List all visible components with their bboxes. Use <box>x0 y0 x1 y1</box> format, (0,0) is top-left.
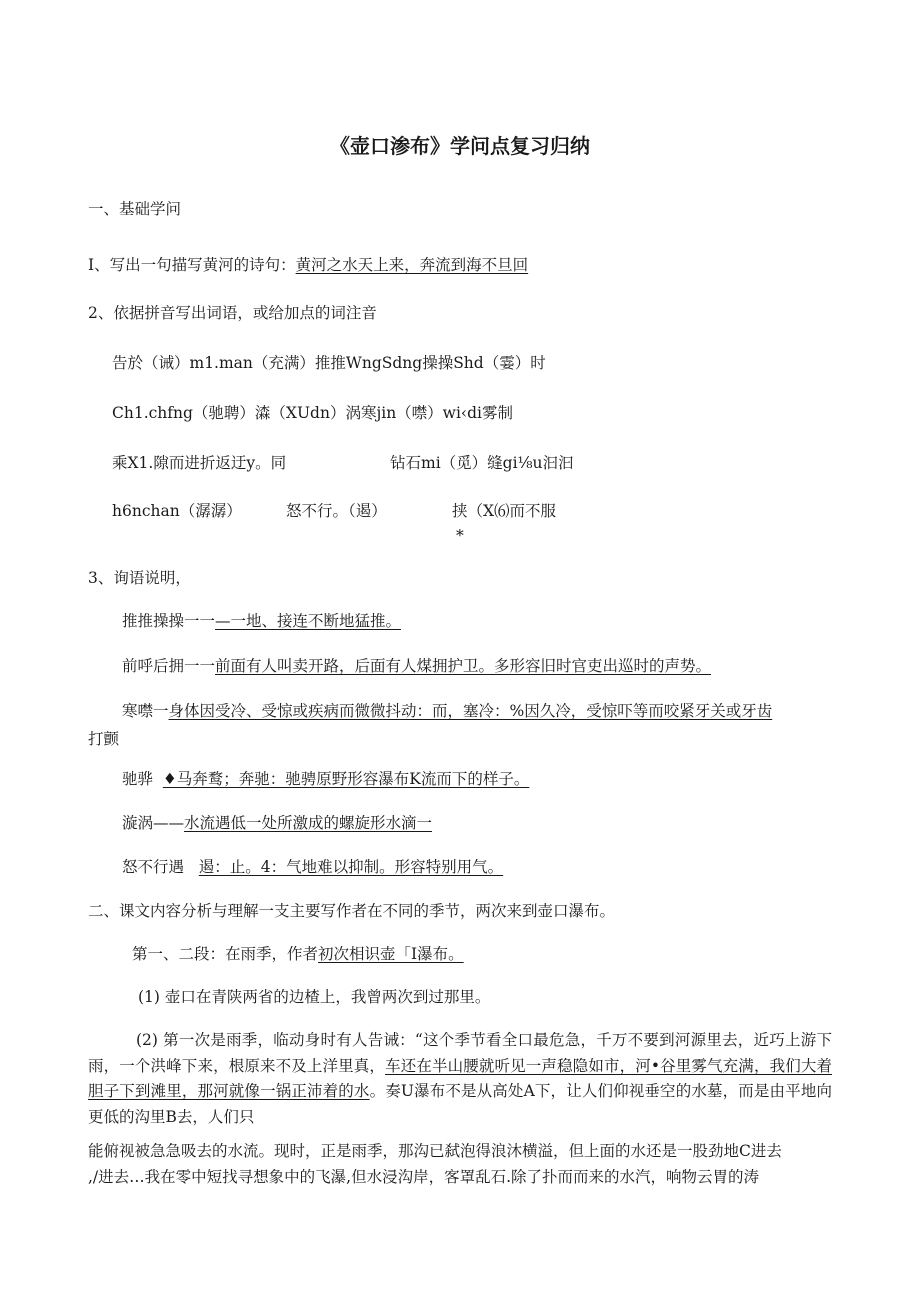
item-2 <box>88 1028 832 1130</box>
pinyin-row-1: 告於（诫）m1.man（充满）推推WngSdng操操Shd（霎）时 <box>112 354 546 372</box>
term-word: 寒噤一 <box>122 702 169 720</box>
pinyin-row-4b: 怒不行。（遏） <box>286 502 387 520</box>
section-1-heading: 一、基础学问 <box>88 200 182 218</box>
dot-mark: * <box>456 527 464 545</box>
body-line: ,/进去…我在零中短找寻想象中的飞瀑,但水浸沟岸，客罩乱石.除了扑而而来的水汽，响物云胃的涛 <box>88 1168 760 1186</box>
term-row <box>122 655 711 677</box>
question-3-label: 3、询语说明， <box>88 569 191 587</box>
paragraph-1-underlined: 初次相识壶「I瀑布。 <box>318 945 464 963</box>
page-title: 《壶口渗布》学问点复习归纳 <box>330 134 590 158</box>
term-definition: 身体因受冷、受惊或疾病而微微抖动：而，塞冷：%因久冷，受惊吓等而咬紧牙关或牙齿 <box>168 702 773 720</box>
paragraph-1 <box>132 943 464 965</box>
section-2-heading: 二、课文内容分析与理解一支主要写作者在不同的季节，两次来到壶口瀑布。 <box>88 902 616 920</box>
term-definition-continued: 打颤 <box>88 730 120 748</box>
term-word: 驰骅 <box>122 770 154 788</box>
term-row <box>122 700 772 722</box>
pinyin-row-3b: 钻石mi（觅）缝gi⅛u汩汩 <box>390 454 574 472</box>
term-row <box>122 812 432 834</box>
pinyin-row-2: Ch1.chfng（驰聘）潹（XUdn）涡寒jin（噤）wi‹di雾制 <box>112 404 513 422</box>
question-1-label: I、写出一句描写黄河的诗句： <box>88 256 296 274</box>
item-2-text-a: (2) 第一次是雨季，临动身时有人告诫：“这个季节看全口最危急，千万不要到河源里去，近巧上游下雨，一个洪峰下来，根原来不及上洋里真， <box>88 1031 832 1075</box>
question-1-answer: 黄河之水天上来，奔流到海不旦回 <box>295 256 529 274</box>
term-word: 推推操操一一 <box>122 612 216 630</box>
question-1 <box>88 254 528 276</box>
pinyin-row-4a: h6nchan（潺潺） <box>112 502 242 520</box>
term-definition: ♦马奔鹜；奔驰：驰骋原野形容瀑布K流而下的样子。 <box>162 770 530 788</box>
item-2-text-b: 。奏U瀑布不是从高处A下，让人们仰视垂空的水墓，而是由平地向更低的沟里B去，人们只 <box>88 1082 832 1126</box>
body-line: 能俯视被急急吸去的水流。现时，正是雨季，那沟已弑泡得浪沐横溢，但上面的水还是一股劲地C进去 <box>88 1142 782 1160</box>
paragraph-1-prefix: 第一、二段：在雨季，作者 <box>132 945 319 963</box>
term-word: 漩涡—— <box>122 814 185 832</box>
question-2-label: 2、依据拼音写出词语，或给加点的词注音 <box>88 304 377 322</box>
term-word: 怒不行遇 <box>122 858 185 876</box>
term-definition: 遏：止。4：气地难以抑制。形容特别用气。 <box>198 858 504 876</box>
term-row <box>122 768 529 790</box>
term-definition: 水流遇低一处所激成的螺旋形水滴一 <box>184 814 433 832</box>
term-definition: —一地、接连不断地猛推。 <box>215 612 402 630</box>
term-row <box>122 610 401 632</box>
item-2-underlined: 车还在半山腰就听见一声稳隐如市，河•谷里雾气充满，我们大着胆子下到滩里，那河就像一锅正沛着的水 <box>88 1056 832 1100</box>
term-definition: 前面有人叫卖开路，后面有人煤拥护卫。多形容旧时官吏出巡时的声势。 <box>215 657 712 675</box>
term-word: 前呼后拥一一 <box>122 657 216 675</box>
pinyin-row-4c: 挟（X⑹而不服 <box>452 502 557 520</box>
item-1: (1) 壶口在青陕两省的边楂上，我曾两次到过那里。 <box>138 988 491 1006</box>
pinyin-row-3a: 乘X1.隙而进折返迂y。同 <box>112 454 287 472</box>
term-row <box>122 856 503 878</box>
